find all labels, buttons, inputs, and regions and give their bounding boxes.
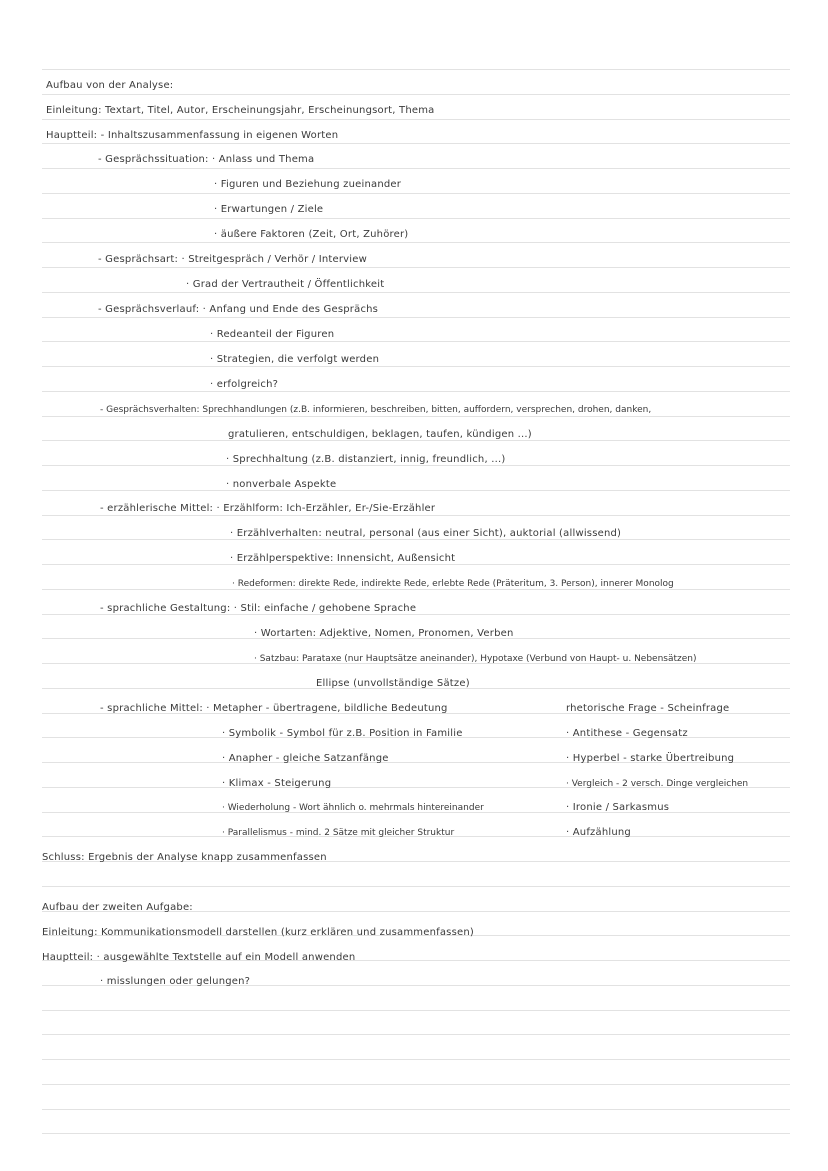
ruled-line <box>42 515 790 516</box>
sprachliche-gestaltung-item: · Satzbau: Parataxe (nur Hauptsätze aneinander), Hypotaxe (Verbund von Haupt- u. Nebensätzen) <box>254 654 697 664</box>
section1-heading: Aufbau von der Analyse: <box>46 80 174 91</box>
erzaehlerische-mittel-item: · Redeformen: direkte Rede, indirekte Rede, erlebte Rede (Präteritum, 3. Person), innerer Monolog <box>232 579 674 589</box>
ruled-line <box>42 391 790 392</box>
ruled-line <box>42 94 790 95</box>
sprachliche-mittel-item: · Anapher - gleiche Satzanfänge <box>222 753 389 764</box>
gespraechssituation-item: · Figuren und Beziehung zueinander <box>214 179 402 190</box>
erzaehlerische-mittel-item: · Erzählverhalten: neutral, personal (aus einer Sicht), auktorial (allwissend) <box>230 528 622 539</box>
ruled-line <box>42 1059 790 1060</box>
ruled-line <box>42 490 790 491</box>
ruled-line <box>42 168 790 169</box>
ruled-line <box>42 341 790 342</box>
sprachliche-gestaltung-item: Ellipse (unvollständige Sätze) <box>316 678 470 689</box>
hauptteil-line: Hauptteil: - Inhaltszusammenfassung in eigenen Worten <box>46 130 339 141</box>
ruled-line <box>42 218 790 219</box>
ruled-line <box>42 1109 790 1110</box>
sprachliche-gestaltung-item: · Wortarten: Adjektive, Nomen, Pronomen, Verben <box>254 628 514 639</box>
sprachliche-mittel-item: · Symbolik - Symbol für z.B. Position in Familie <box>222 728 463 739</box>
ruled-line <box>42 242 790 243</box>
gespraechsart-item: · Grad der Vertrautheit / Öffentlichkeit <box>186 279 385 290</box>
sprachliche-mittel-label: - sprachliche Mittel: · Metapher - übertragene, bildliche Bedeutung <box>100 703 448 714</box>
erzaehlerische-mittel-label: - erzählerische Mittel: · Erzählform: Ich-Erzähler, Er-/Sie-Erzähler <box>100 503 436 514</box>
ruled-line <box>42 143 790 144</box>
gespraechssituation-item: · äußere Faktoren (Zeit, Ort, Zuhörer) <box>214 229 409 240</box>
rhetorik-item: · Antithese - Gegensatz <box>566 728 688 739</box>
section2-heading: Aufbau der zweiten Aufgabe: <box>42 902 193 913</box>
gespraechsverlauf-item: · Redeanteil der Figuren <box>210 329 335 340</box>
gespraechssituation-label: - Gesprächssituation: · Anlass und Thema <box>98 154 315 165</box>
gespraechsverhalten-label: - Gesprächsverhalten: Sprechhandlungen (z.B. informieren, beschreiben, bitten, auffordern, versprechen, drohen, danken, <box>100 405 652 415</box>
section2-hauptteil: Hauptteil: · ausgewählte Textstelle auf ein Modell anwenden <box>42 952 356 963</box>
gespraechsverhalten-item: · nonverbale Aspekte <box>226 479 337 490</box>
schluss-line: Schluss: Ergebnis der Analyse knapp zusammenfassen <box>42 852 327 863</box>
rhetorik-item: · Vergleich - 2 versch. Dinge vergleichen <box>566 779 749 789</box>
ruled-line <box>42 193 790 194</box>
einleitung-line: Einleitung: Textart, Titel, Autor, Erscheinungsjahr, Erscheinungsort, Thema <box>46 105 435 116</box>
section2-item: · misslungen oder gelungen? <box>100 976 251 987</box>
sprachliche-gestaltung-label: - sprachliche Gestaltung: · Stil: einfache / gehobene Sprache <box>100 603 417 614</box>
rhetorik-item: · Aufzählung <box>566 827 631 838</box>
rhetorik-item: · Hyperbel - starke Übertreibung <box>566 753 735 764</box>
ruled-line <box>42 1034 790 1035</box>
ruled-line <box>42 1084 790 1085</box>
gespraechssituation-item: · Erwartungen / Ziele <box>214 204 324 215</box>
gespraechsverlauf-label: - Gesprächsverlauf: · Anfang und Ende des Gesprächs <box>98 304 379 315</box>
ruled-line <box>42 1010 790 1011</box>
ruled-line <box>42 69 790 70</box>
ruled-line <box>42 1133 790 1134</box>
sprachliche-mittel-item: · Parallelismus - mind. 2 Sätze mit gleicher Struktur <box>222 828 455 838</box>
sprachliche-mittel-item: · Klimax - Steigerung <box>222 778 332 789</box>
gespraechsverhalten-item: gratulieren, entschuldigen, beklagen, taufen, kündigen ...) <box>228 429 532 440</box>
gespraechsverlauf-item: · erfolgreich? <box>210 379 279 390</box>
section2-einleitung: Einleitung: Kommunikationsmodell darstellen (kurz erklären und zusammenfassen) <box>42 927 474 938</box>
ruled-line <box>42 267 790 268</box>
ruled-line <box>42 416 790 417</box>
gespraechsart-label: - Gesprächsart: · Streitgespräch / Verhör / Interview <box>98 254 368 265</box>
ruled-line <box>42 366 790 367</box>
rhetorik-item: · Ironie / Sarkasmus <box>566 802 670 813</box>
gespraechsverhalten-item: · Sprechhaltung (z.B. distanziert, innig, freundlich, ...) <box>226 454 506 465</box>
rhetorik-item: rhetorische Frage - Scheinfrage <box>566 703 730 714</box>
gespraechsverlauf-item: · Strategien, die verfolgt werden <box>210 354 380 365</box>
ruled-line <box>42 292 790 293</box>
ruled-line <box>42 119 790 120</box>
ruled-line <box>42 317 790 318</box>
erzaehlerische-mittel-item: · Erzählperspektive: Innensicht, Außensicht <box>230 553 456 564</box>
sprachliche-mittel-item: · Wiederholung - Wort ähnlich o. mehrmals hintereinander <box>222 803 484 813</box>
ruled-line <box>42 886 790 887</box>
